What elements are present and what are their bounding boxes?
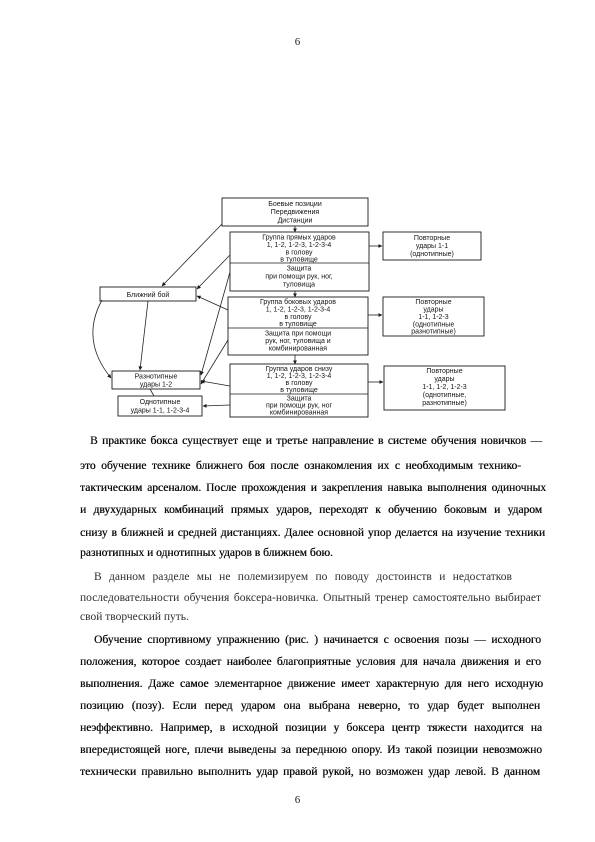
paragraph-1-line: тактическим арсеналом. После прохождения и закрепления навыка выполнения одиночных xyxy=(80,482,546,494)
straight-strikes-line: Группа прямых ударов xyxy=(262,234,336,242)
connector-line xyxy=(93,300,111,378)
connector-line xyxy=(201,272,230,375)
paragraph-3-line: выполнения. Даже самое элементарное движение имеет характерную для него исходную xyxy=(80,678,543,690)
paragraph-3-line: впередистоящей ноге, плечи выведены за переднюю опору. Из такой позиции невозможно xyxy=(80,744,542,756)
paragraph-1-line: и двухударных комбинаций прямых ударов, переходят к обучению боковым и ударом xyxy=(80,504,542,516)
positions-box-line: Дистанции xyxy=(277,217,313,225)
side-defense-line: Защита при помощи xyxy=(264,330,332,338)
paragraph-3-line: положения, которое создает наиболее благоприятные условия для начала движения и его xyxy=(80,656,541,668)
straight-strikes-line: в голову xyxy=(285,249,313,257)
paragraph-2-line: последовательности обучения боксера-новичка. Опытный тренер самостоятельно выбирает xyxy=(80,592,541,604)
side-defense-line: рук, ног, туловища и xyxy=(265,338,331,345)
connector-line xyxy=(140,301,148,370)
uppercut-repeat-line: (однотипные, xyxy=(422,392,467,399)
uppercut-defense-line: при помощи рук, ног xyxy=(265,402,333,410)
paragraph-2-line: В данном разделе мы не полемизируем по поводу достоинств и недостатков xyxy=(94,571,512,583)
uppercut-strikes-line: Группа ударов снизу xyxy=(265,366,333,373)
close-combat-label: Ближний бой xyxy=(126,292,170,299)
positions-box-line: Передвижения xyxy=(270,209,320,216)
side-strikes-line: Группа боковых ударов xyxy=(259,299,337,306)
paragraph-1-line: снизу в ближней и средней дистанциях. Далее основной упор делается на изучение техники xyxy=(80,527,545,539)
uppercut-defense-line: комбинированная xyxy=(269,409,329,417)
paragraph-1-line: это обучение технике ближнего боя после ознакомления их с необходимым технико- xyxy=(80,460,521,472)
connector-line xyxy=(197,296,228,310)
uppercut-repeat-line: разнотипные) xyxy=(422,400,467,407)
paragraph-3-line: технически правильно выполнить удар правой рукой, но возможен удар левой. В данном xyxy=(80,766,540,778)
straight-strikes-line: в туловище xyxy=(280,256,318,264)
side-strikes-line: в голову xyxy=(284,314,312,321)
straight-repeat-line: (однотипные) xyxy=(410,251,454,258)
uppercut-repeat-line: 1-1, 1-2, 1-2-3 xyxy=(422,384,467,391)
mixed-strikes-line: удары 1-2 xyxy=(139,381,173,389)
training-flow-diagram xyxy=(0,190,595,425)
uppercut-strikes-line: в голову xyxy=(285,380,313,387)
uppercut-repeat-line: Повторные xyxy=(426,368,463,375)
side-strikes-line: в туловище xyxy=(279,321,317,328)
uppercut-defense-line: Защита xyxy=(286,395,312,403)
uppercut-strikes-line: 1, 1-2, 1-2-3, 1-2-3-4 xyxy=(266,373,332,380)
mixed-strikes-line: Разнотипные xyxy=(134,373,178,381)
page-number-bottom: 6 xyxy=(294,794,301,806)
straight-defense-line: Защита xyxy=(286,265,312,273)
connector-line xyxy=(162,224,222,286)
straight-defense-line: при помощи рук, ног, xyxy=(265,273,333,281)
side-repeat-line: 1-1, 1-2-3 xyxy=(418,314,449,321)
connector-line xyxy=(201,381,230,386)
positions-box-line: Боевые позиции xyxy=(268,201,322,208)
uppercut-strikes-line: в туловище xyxy=(280,387,318,394)
straight-defense-line: туловища xyxy=(283,281,315,289)
straight-repeat-line: Повторные xyxy=(413,235,451,242)
page-number-top: 6 xyxy=(294,36,301,48)
side-defense-line: комбинированная xyxy=(268,345,328,353)
side-repeat-line: удары xyxy=(423,306,444,314)
paragraph-1-line: разнотипных и однотипных ударов в ближнем бою. xyxy=(80,547,333,559)
uppercut-repeat-line: удары xyxy=(434,376,455,383)
paragraph-1-line: В практике бокса существует еще и третье направление в системе обучения новичков — xyxy=(90,435,542,447)
paragraph-3-line: позицию (позу). Если перед ударом она выбрана неверно, то удар будет выполнен xyxy=(80,700,540,712)
side-repeat-line: Повторные xyxy=(415,299,452,306)
straight-repeat-line: удары 1-1 xyxy=(415,243,449,250)
side-strikes-line: 1, 1-2, 1-2-3, 1-2-3-4 xyxy=(265,306,331,314)
same-strikes-line: Однотипные xyxy=(139,399,181,406)
connector-line xyxy=(203,405,230,406)
connector-line xyxy=(150,389,154,396)
paragraph-3-line: неэффективно. Например, в исходной позиции у боксера центр тяжести находится на xyxy=(80,722,542,734)
side-repeat-line: (однотипные xyxy=(412,321,455,329)
connector-line xyxy=(197,255,230,289)
side-repeat-line: разнотипные) xyxy=(411,328,456,336)
straight-strikes-line: 1, 1-2, 1-2-3, 1-2-3-4 xyxy=(266,242,332,249)
same-strikes-line: удары 1-1, 1-2-3-4 xyxy=(130,407,190,415)
paragraph-3-line: Обучение спортивному упражнению (рис. ) начинается с освоения позы — исходного xyxy=(94,634,541,646)
paragraph-2-line: свой творческий путь. xyxy=(80,611,189,623)
